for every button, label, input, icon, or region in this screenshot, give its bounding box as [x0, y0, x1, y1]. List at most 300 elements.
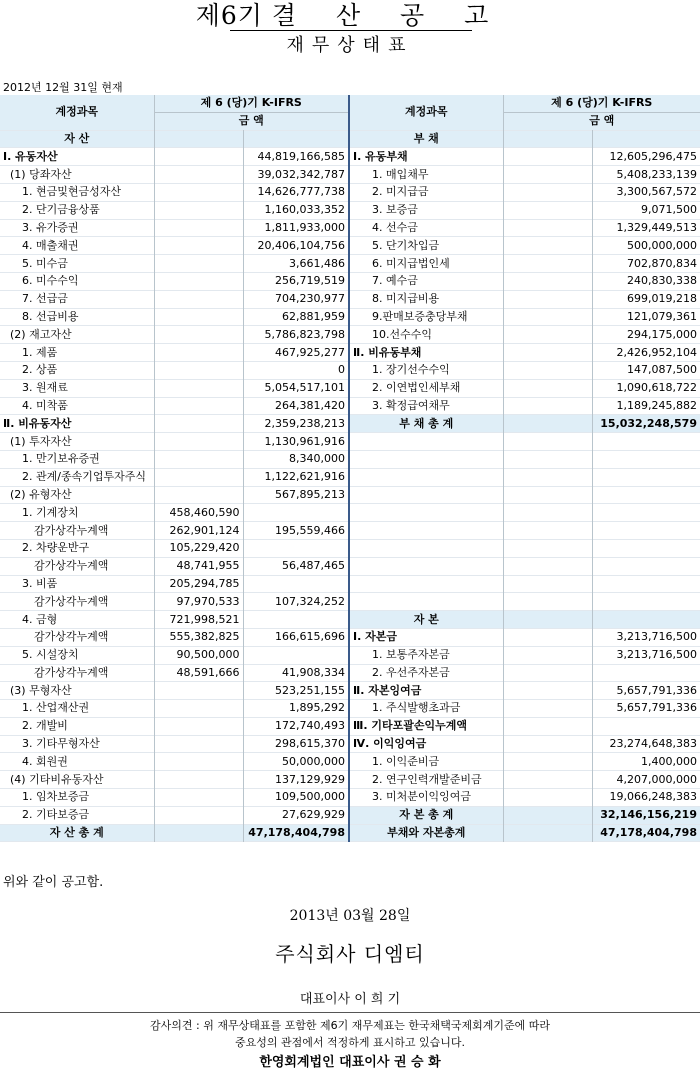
- right-amount-b-cell: [592, 450, 700, 468]
- left-amount-a-cell: [154, 771, 243, 789]
- left-account-cell: 4. 금형: [0, 611, 154, 629]
- left-account-cell: 3. 비품: [0, 575, 154, 593]
- right-amount-b-cell: 32,146,156,219: [592, 806, 700, 824]
- table-row: [0, 504, 700, 522]
- left-account-cell: 3. 원재료: [0, 379, 154, 397]
- table-row: [0, 806, 700, 824]
- right-amount-a-cell: [503, 166, 592, 184]
- right-account-cell: Ⅱ. 자본잉여금: [349, 682, 503, 700]
- left-amount-b-cell: [243, 539, 349, 557]
- right-amount-b-cell: [592, 504, 700, 522]
- table-row: [0, 539, 700, 557]
- right-account-cell: 9.판매보증충당부채: [349, 308, 503, 326]
- right-account-cell: 4. 선수금: [349, 219, 503, 237]
- left-amount-a-cell: 458,460,590: [154, 504, 243, 522]
- left-account-cell: (1) 투자자산: [0, 433, 154, 451]
- table-row: [0, 201, 700, 219]
- left-amount-b-cell: 1,130,961,916: [243, 433, 349, 451]
- left-account-cell: 1. 기계장치: [0, 504, 154, 522]
- left-amount-a-cell: [154, 824, 243, 842]
- left-account-cell: 2. 단기금융상품: [0, 201, 154, 219]
- left-amount-b-cell: 1,895,292: [243, 700, 349, 718]
- left-amount-a-cell: [154, 255, 243, 273]
- left-amount-b-cell: 20,406,104,756: [243, 237, 349, 255]
- right-account-cell: [349, 593, 503, 611]
- left-amount-a-cell: [154, 450, 243, 468]
- right-amount-b-cell: 1,400,000: [641, 754, 697, 768]
- announcement-date: 2013년 03월 28일: [289, 908, 411, 924]
- left-amount-b-cell: 56,487,465: [243, 557, 349, 575]
- left-account-cell: 1. 현금및현금성자산: [0, 183, 154, 201]
- left-amount-b-cell: 39,032,342,787: [243, 166, 349, 184]
- as-of-date: 2012년 12월 31일 현재: [3, 81, 123, 94]
- left-account-cell: 4. 회원권: [0, 753, 154, 771]
- title-main: 결 산 공 고: [271, 1, 505, 30]
- table-row: [0, 593, 700, 611]
- left-amount-b-cell: 109,500,000: [243, 789, 349, 807]
- left-account-cell: 5. 미수금: [0, 255, 154, 273]
- table-row: [0, 272, 700, 290]
- right-amount-a-cell: [503, 593, 592, 611]
- right-account-cell: [349, 450, 503, 468]
- left-amount-b-cell: 298,615,370: [243, 735, 349, 753]
- right-amount-b-cell: 699,019,218: [627, 292, 697, 306]
- right-amount-b-cell: [592, 522, 700, 540]
- right-amount-a-cell: [503, 700, 592, 718]
- right-amount-a-cell: [503, 379, 592, 397]
- left-amount-b-cell: 5,786,823,798: [243, 326, 349, 344]
- left-account-cell: 자 산: [0, 130, 154, 148]
- right-amount-a-cell: [503, 344, 592, 362]
- right-account-cell: 10.선수수익: [349, 326, 503, 344]
- right-account-cell: 1. 이익준비금: [349, 753, 503, 771]
- left-amount-a-cell: [154, 433, 243, 451]
- left-amount-a-cell: [154, 397, 243, 415]
- right-amount-b-cell: 47,178,404,798: [592, 824, 700, 842]
- left-amount-a-cell: [154, 326, 243, 344]
- company-name: 주식회사 디엠티: [275, 942, 425, 966]
- right-amount-a-cell: [503, 735, 592, 753]
- left-amount-b-cell: 50,000,000: [243, 753, 349, 771]
- left-amount-a-cell: 721,998,521: [154, 611, 243, 629]
- table-row: [0, 735, 700, 753]
- right-amount-a-cell: [503, 557, 592, 575]
- table-row: [0, 753, 700, 771]
- left-account-cell: 2. 차량운반구: [0, 539, 154, 557]
- left-amount-a-cell: [154, 682, 243, 700]
- right-account-cell: 1. 보통주자본금: [349, 646, 503, 664]
- left-account-cell: 감가상각누계액: [0, 557, 154, 575]
- left-amount-b-cell: 172,740,493: [243, 717, 349, 735]
- right-amount-a-cell: [503, 539, 592, 557]
- right-amount-a-cell: [503, 450, 592, 468]
- right-amount-a-cell: [503, 433, 592, 451]
- right-amount-a-cell: [503, 522, 592, 540]
- right-amount-b-cell: [592, 130, 700, 148]
- left-amount-b-cell: 137,129,929: [243, 771, 349, 789]
- left-amount-a-cell: [154, 415, 243, 433]
- right-amount-b-cell: [592, 486, 700, 504]
- right-amount-b-cell: 1,189,245,882: [616, 398, 697, 412]
- left-amount-a-cell: [154, 290, 243, 308]
- right-amount-a-cell: [503, 219, 592, 237]
- left-amount-b-cell: 2,359,238,213: [243, 415, 349, 433]
- left-amount-a-cell: [154, 166, 243, 184]
- left-account-cell: Ⅰ. 유동자산: [0, 148, 154, 166]
- right-amount-b-cell: 121,079,361: [627, 309, 697, 323]
- left-amount-b-cell: 44,819,166,585: [243, 148, 349, 166]
- left-amount-b-cell: [243, 611, 349, 629]
- right-amount-b-cell: [592, 575, 700, 593]
- left-amount-header: 금 액: [154, 112, 349, 130]
- left-amount-a-cell: [154, 272, 243, 290]
- left-account-cell: (3) 무형자산: [0, 682, 154, 700]
- left-account-cell: (2) 재고자산: [0, 326, 154, 344]
- left-amount-b-cell: [243, 130, 349, 148]
- left-account-cell: (4) 기타비유동자산: [0, 771, 154, 789]
- table-row: [0, 611, 700, 629]
- left-amount-b-cell: 256,719,519: [243, 272, 349, 290]
- left-account-cell: 5. 시설장치: [0, 646, 154, 664]
- left-account-cell: 2. 개발비: [0, 717, 154, 735]
- right-amount-a-cell: [503, 290, 592, 308]
- table-row: [0, 290, 700, 308]
- right-account-cell: 2. 미지급금: [349, 183, 503, 201]
- left-account-cell: Ⅱ. 비유동자산: [0, 415, 154, 433]
- table-row: [0, 433, 700, 451]
- right-account-cell: 3. 미처분이익잉여금: [349, 789, 503, 807]
- left-amount-a-cell: [154, 735, 243, 753]
- right-amount-b-cell: 147,087,500: [627, 363, 697, 377]
- right-account-cell: 5. 단기차입금: [349, 237, 503, 255]
- right-account-cell: 자 본: [349, 611, 503, 629]
- table-row: [0, 450, 700, 468]
- left-amount-b-cell: 567,895,213: [243, 486, 349, 504]
- right-account-cell: 2. 우선주자본금: [349, 664, 503, 682]
- left-amount-a-cell: [154, 361, 243, 379]
- left-account-cell: 7. 선급금: [0, 290, 154, 308]
- right-amount-a-cell: [503, 148, 592, 166]
- left-amount-a-cell: [154, 237, 243, 255]
- left-amount-b-cell: 1,122,621,916: [243, 468, 349, 486]
- left-amount-b-cell: 5,054,517,101: [243, 379, 349, 397]
- right-account-cell: 7. 예수금: [349, 272, 503, 290]
- left-account-cell: 4. 미착품: [0, 397, 154, 415]
- right-amount-b-cell: [592, 539, 700, 557]
- table-row: [0, 717, 700, 735]
- table-row: [0, 219, 700, 237]
- table-row: [0, 700, 700, 718]
- left-amount-b-cell: 41,908,334: [243, 664, 349, 682]
- left-amount-b-cell: 1,160,033,352: [243, 201, 349, 219]
- right-amount-b-cell: 5,657,791,336: [616, 701, 697, 715]
- left-amount-b-cell: [243, 575, 349, 593]
- right-amount-b-cell: 500,000,000: [627, 238, 697, 252]
- right-account-cell: 1. 주식발행초과금: [349, 700, 503, 718]
- right-account-cell: 6. 미지급법인세: [349, 255, 503, 273]
- left-amount-a-cell: [154, 344, 243, 362]
- table-row: [0, 575, 700, 593]
- right-amount-b-cell: 702,870,834: [627, 256, 697, 270]
- table-row: [0, 148, 700, 166]
- table-row: [0, 166, 700, 184]
- right-account-cell: [349, 575, 503, 593]
- left-account-cell: 1. 제품: [0, 344, 154, 362]
- right-amount-a-cell: [503, 611, 592, 629]
- left-amount-b-cell: 1,811,933,000: [243, 219, 349, 237]
- left-account-cell: 1. 산업재산권: [0, 700, 154, 718]
- right-amount-b-cell: 3,300,567,572: [616, 185, 697, 199]
- table-row: [0, 824, 700, 842]
- table-row: [0, 628, 700, 646]
- right-amount-a-cell: [503, 753, 592, 771]
- table-row: [0, 344, 700, 362]
- right-amount-b-cell: [592, 557, 700, 575]
- right-account-cell: 부 채: [349, 130, 503, 148]
- table-row: [0, 468, 700, 486]
- right-account-cell: Ⅳ. 이익잉여금: [349, 735, 503, 753]
- left-account-cell: 2. 관계/종속기업투자주식: [0, 468, 154, 486]
- left-amount-a-cell: 555,382,825: [154, 628, 243, 646]
- right-account-cell: 1. 매입채무: [349, 166, 503, 184]
- right-account-cell: Ⅱ. 비유동부채: [349, 344, 503, 362]
- table-row: [0, 415, 700, 433]
- left-account-cell: 감가상각누계액: [0, 593, 154, 611]
- left-amount-b-cell: 166,615,696: [243, 628, 349, 646]
- right-amount-a-cell: [503, 646, 592, 664]
- left-amount-a-cell: 97,970,533: [154, 593, 243, 611]
- right-amount-b-cell: [592, 593, 700, 611]
- right-amount-b-cell: [592, 468, 700, 486]
- table-row: [0, 771, 700, 789]
- left-amount-b-cell: 62,881,959: [243, 308, 349, 326]
- table-row: [0, 361, 700, 379]
- right-amount-b-cell: 4,207,000,000: [616, 772, 697, 786]
- right-account-cell: Ⅲ. 기타포괄손익누계액: [349, 717, 503, 735]
- right-account-cell: 자 본 총 계: [349, 806, 503, 824]
- left-amount-a-cell: 262,901,124: [154, 522, 243, 540]
- right-amount-b-cell: 5,657,791,336: [616, 683, 697, 697]
- statement-subtitle: 재무상태표: [286, 35, 414, 56]
- left-account-cell: 3. 기타무형자산: [0, 735, 154, 753]
- right-amount-b-cell: 3,213,716,500: [616, 630, 697, 644]
- right-amount-a-cell: [503, 575, 592, 593]
- right-amount-a-cell: [503, 806, 592, 824]
- right-amount-a-cell: [503, 789, 592, 807]
- notice-text: 위와 같이 공고함.: [3, 875, 104, 890]
- right-account-cell: [349, 539, 503, 557]
- right-amount-a-cell: [503, 130, 592, 148]
- table-row: [0, 326, 700, 344]
- left-account-cell: 4. 매출채권: [0, 237, 154, 255]
- right-amount-a-cell: [503, 717, 592, 735]
- left-amount-a-cell: 48,591,666: [154, 664, 243, 682]
- left-account-cell: (1) 당좌자산: [0, 166, 154, 184]
- left-amount-b-cell: 3,661,486: [243, 255, 349, 273]
- table-row: [0, 237, 700, 255]
- left-amount-b-cell: 8,340,000: [243, 450, 349, 468]
- right-amount-b-cell: 15,032,248,579: [592, 415, 700, 433]
- left-account-cell: 감가상각누계액: [0, 628, 154, 646]
- left-amount-a-cell: [154, 753, 243, 771]
- left-account-header: 계정과목: [0, 95, 154, 130]
- left-account-cell: 감가상각누계액: [0, 522, 154, 540]
- balance-sheet-table: [0, 95, 700, 842]
- right-amount-a-cell: [503, 272, 592, 290]
- left-amount-a-cell: [154, 486, 243, 504]
- right-amount-a-cell: [503, 415, 592, 433]
- table-row: [0, 130, 700, 148]
- left-account-cell: 6. 미수수익: [0, 272, 154, 290]
- right-amount-a-cell: [503, 504, 592, 522]
- right-amount-b-cell: [592, 664, 700, 682]
- right-amount-a-cell: [503, 771, 592, 789]
- right-amount-b-cell: 9,071,500: [641, 203, 697, 217]
- right-amount-a-cell: [503, 397, 592, 415]
- left-amount-b-cell: 107,324,252: [243, 593, 349, 611]
- left-amount-a-cell: [154, 700, 243, 718]
- right-account-cell: Ⅰ. 유동부채: [349, 148, 503, 166]
- left-amount-b-cell: 14,626,777,738: [243, 183, 349, 201]
- left-amount-b-cell: 195,559,466: [243, 522, 349, 540]
- right-amount-a-cell: [503, 361, 592, 379]
- left-account-cell: 1. 임차보증금: [0, 789, 154, 807]
- right-account-cell: Ⅰ. 자본금: [349, 628, 503, 646]
- right-amount-a-cell: [503, 486, 592, 504]
- divider: [0, 1012, 700, 1013]
- right-amount-a-cell: [503, 255, 592, 273]
- right-amount-a-cell: [503, 628, 592, 646]
- right-account-header: 계정과목: [349, 95, 503, 130]
- right-account-cell: [349, 557, 503, 575]
- left-amount-a-cell: 48,741,955: [154, 557, 243, 575]
- left-account-cell: 자 산 총 계: [0, 824, 154, 842]
- right-amount-b-cell: [592, 717, 700, 735]
- right-account-cell: [349, 468, 503, 486]
- right-amount-b-cell: 19,066,248,383: [609, 790, 697, 804]
- title-prefix: 제6기: [195, 1, 263, 30]
- left-account-cell: 2. 상품: [0, 361, 154, 379]
- right-account-cell: 3. 보증금: [349, 201, 503, 219]
- right-amount-b-cell: 1,090,618,722: [616, 381, 697, 395]
- audit-opinion-line-1: 감사의견 : 위 재무상태표를 포함한 제6기 재무제표는 한국채택국제회계기준에 따라: [150, 1019, 550, 1032]
- left-amount-a-cell: [154, 789, 243, 807]
- right-amount-b-cell: 23,274,648,383: [609, 737, 697, 751]
- right-amount-b-cell: 2,426,952,104: [616, 345, 697, 359]
- right-amount-b-cell: 240,830,338: [627, 274, 697, 288]
- right-amount-header: 금 액: [503, 112, 700, 130]
- left-amount-a-cell: [154, 183, 243, 201]
- left-account-cell: 3. 유가증권: [0, 219, 154, 237]
- right-amount-a-cell: [503, 308, 592, 326]
- left-period-header: 제 6 (당)기 K-IFRS: [154, 95, 349, 112]
- right-amount-a-cell: [503, 824, 592, 842]
- left-account-cell: 감가상각누계액: [0, 664, 154, 682]
- table-row: [0, 522, 700, 540]
- left-amount-b-cell: 523,251,155: [243, 682, 349, 700]
- right-account-cell: [349, 433, 503, 451]
- table-row: [0, 183, 700, 201]
- right-account-cell: 8. 미지급비용: [349, 290, 503, 308]
- right-amount-a-cell: [503, 237, 592, 255]
- table-row: [0, 789, 700, 807]
- right-amount-a-cell: [503, 201, 592, 219]
- right-account-cell: [349, 522, 503, 540]
- right-account-cell: 2. 이연법인세부채: [349, 379, 503, 397]
- left-amount-a-cell: [154, 148, 243, 166]
- table-row: [0, 557, 700, 575]
- table-row: [0, 486, 700, 504]
- left-amount-b-cell: [243, 504, 349, 522]
- right-account-cell: 2. 연구인력개발준비금: [349, 771, 503, 789]
- left-amount-a-cell: [154, 806, 243, 824]
- left-amount-a-cell: [154, 717, 243, 735]
- left-amount-b-cell: 27,629,929: [243, 806, 349, 824]
- ceo-name: 대표이사 이 희 기: [299, 992, 401, 1007]
- right-amount-a-cell: [503, 664, 592, 682]
- auditor-signature: 한영회계법인 대표이사 권 승 화: [259, 1055, 441, 1070]
- left-amount-a-cell: 105,229,420: [154, 539, 243, 557]
- right-amount-b-cell: 294,175,000: [627, 327, 697, 341]
- left-amount-a-cell: [154, 219, 243, 237]
- right-account-cell: 3. 확정급여채무: [349, 397, 503, 415]
- audit-opinion-line-2: 중요성의 관점에서 적정하게 표시하고 있습니다.: [234, 1036, 465, 1049]
- table-row: [0, 646, 700, 664]
- notice-title: [0, 2, 700, 30]
- left-amount-b-cell: 264,381,420: [243, 397, 349, 415]
- left-amount-a-cell: [154, 468, 243, 486]
- left-amount-a-cell: [154, 130, 243, 148]
- table-row: [0, 682, 700, 700]
- right-amount-b-cell: 3,213,716,500: [616, 648, 697, 662]
- left-account-cell: (2) 유형자산: [0, 486, 154, 504]
- left-amount-a-cell: [154, 379, 243, 397]
- left-amount-b-cell: 467,925,277: [243, 344, 349, 362]
- right-amount-a-cell: [503, 682, 592, 700]
- left-amount-b-cell: 704,230,977: [243, 290, 349, 308]
- table-row: [0, 397, 700, 415]
- right-account-cell: [349, 486, 503, 504]
- right-amount-b-cell: [592, 433, 700, 451]
- right-amount-b-cell: 1,329,449,513: [616, 220, 697, 234]
- left-amount-a-cell: 90,500,000: [154, 646, 243, 664]
- table-row: [0, 664, 700, 682]
- right-amount-b-cell: 5,408,233,139: [616, 167, 697, 181]
- left-amount-b-cell: 0: [243, 361, 349, 379]
- left-account-cell: 2. 기타보증금: [0, 806, 154, 824]
- table-row: [0, 379, 700, 397]
- right-amount-a-cell: [503, 326, 592, 344]
- right-amount-b-cell: [592, 611, 700, 629]
- right-amount-a-cell: [503, 468, 592, 486]
- right-period-header: 제 6 (당)기 K-IFRS: [503, 95, 700, 112]
- header-row-1: [0, 95, 700, 112]
- left-amount-b-cell: [243, 646, 349, 664]
- right-amount-a-cell: [503, 183, 592, 201]
- right-account-cell: 1. 장기선수수익: [349, 361, 503, 379]
- right-account-cell: 부 채 총 계: [349, 415, 503, 433]
- right-account-cell: 부채와 자본총계: [349, 824, 503, 842]
- left-amount-a-cell: [154, 201, 243, 219]
- right-amount-b-cell: 12,605,296,475: [609, 149, 697, 163]
- left-account-cell: 8. 선급비용: [0, 308, 154, 326]
- table-row: [0, 308, 700, 326]
- left-account-cell: 1. 만기보유증권: [0, 450, 154, 468]
- left-amount-b-cell: 47,178,404,798: [243, 824, 349, 842]
- left-amount-a-cell: 205,294,785: [154, 575, 243, 593]
- table-row: [0, 255, 700, 273]
- left-amount-a-cell: [154, 308, 243, 326]
